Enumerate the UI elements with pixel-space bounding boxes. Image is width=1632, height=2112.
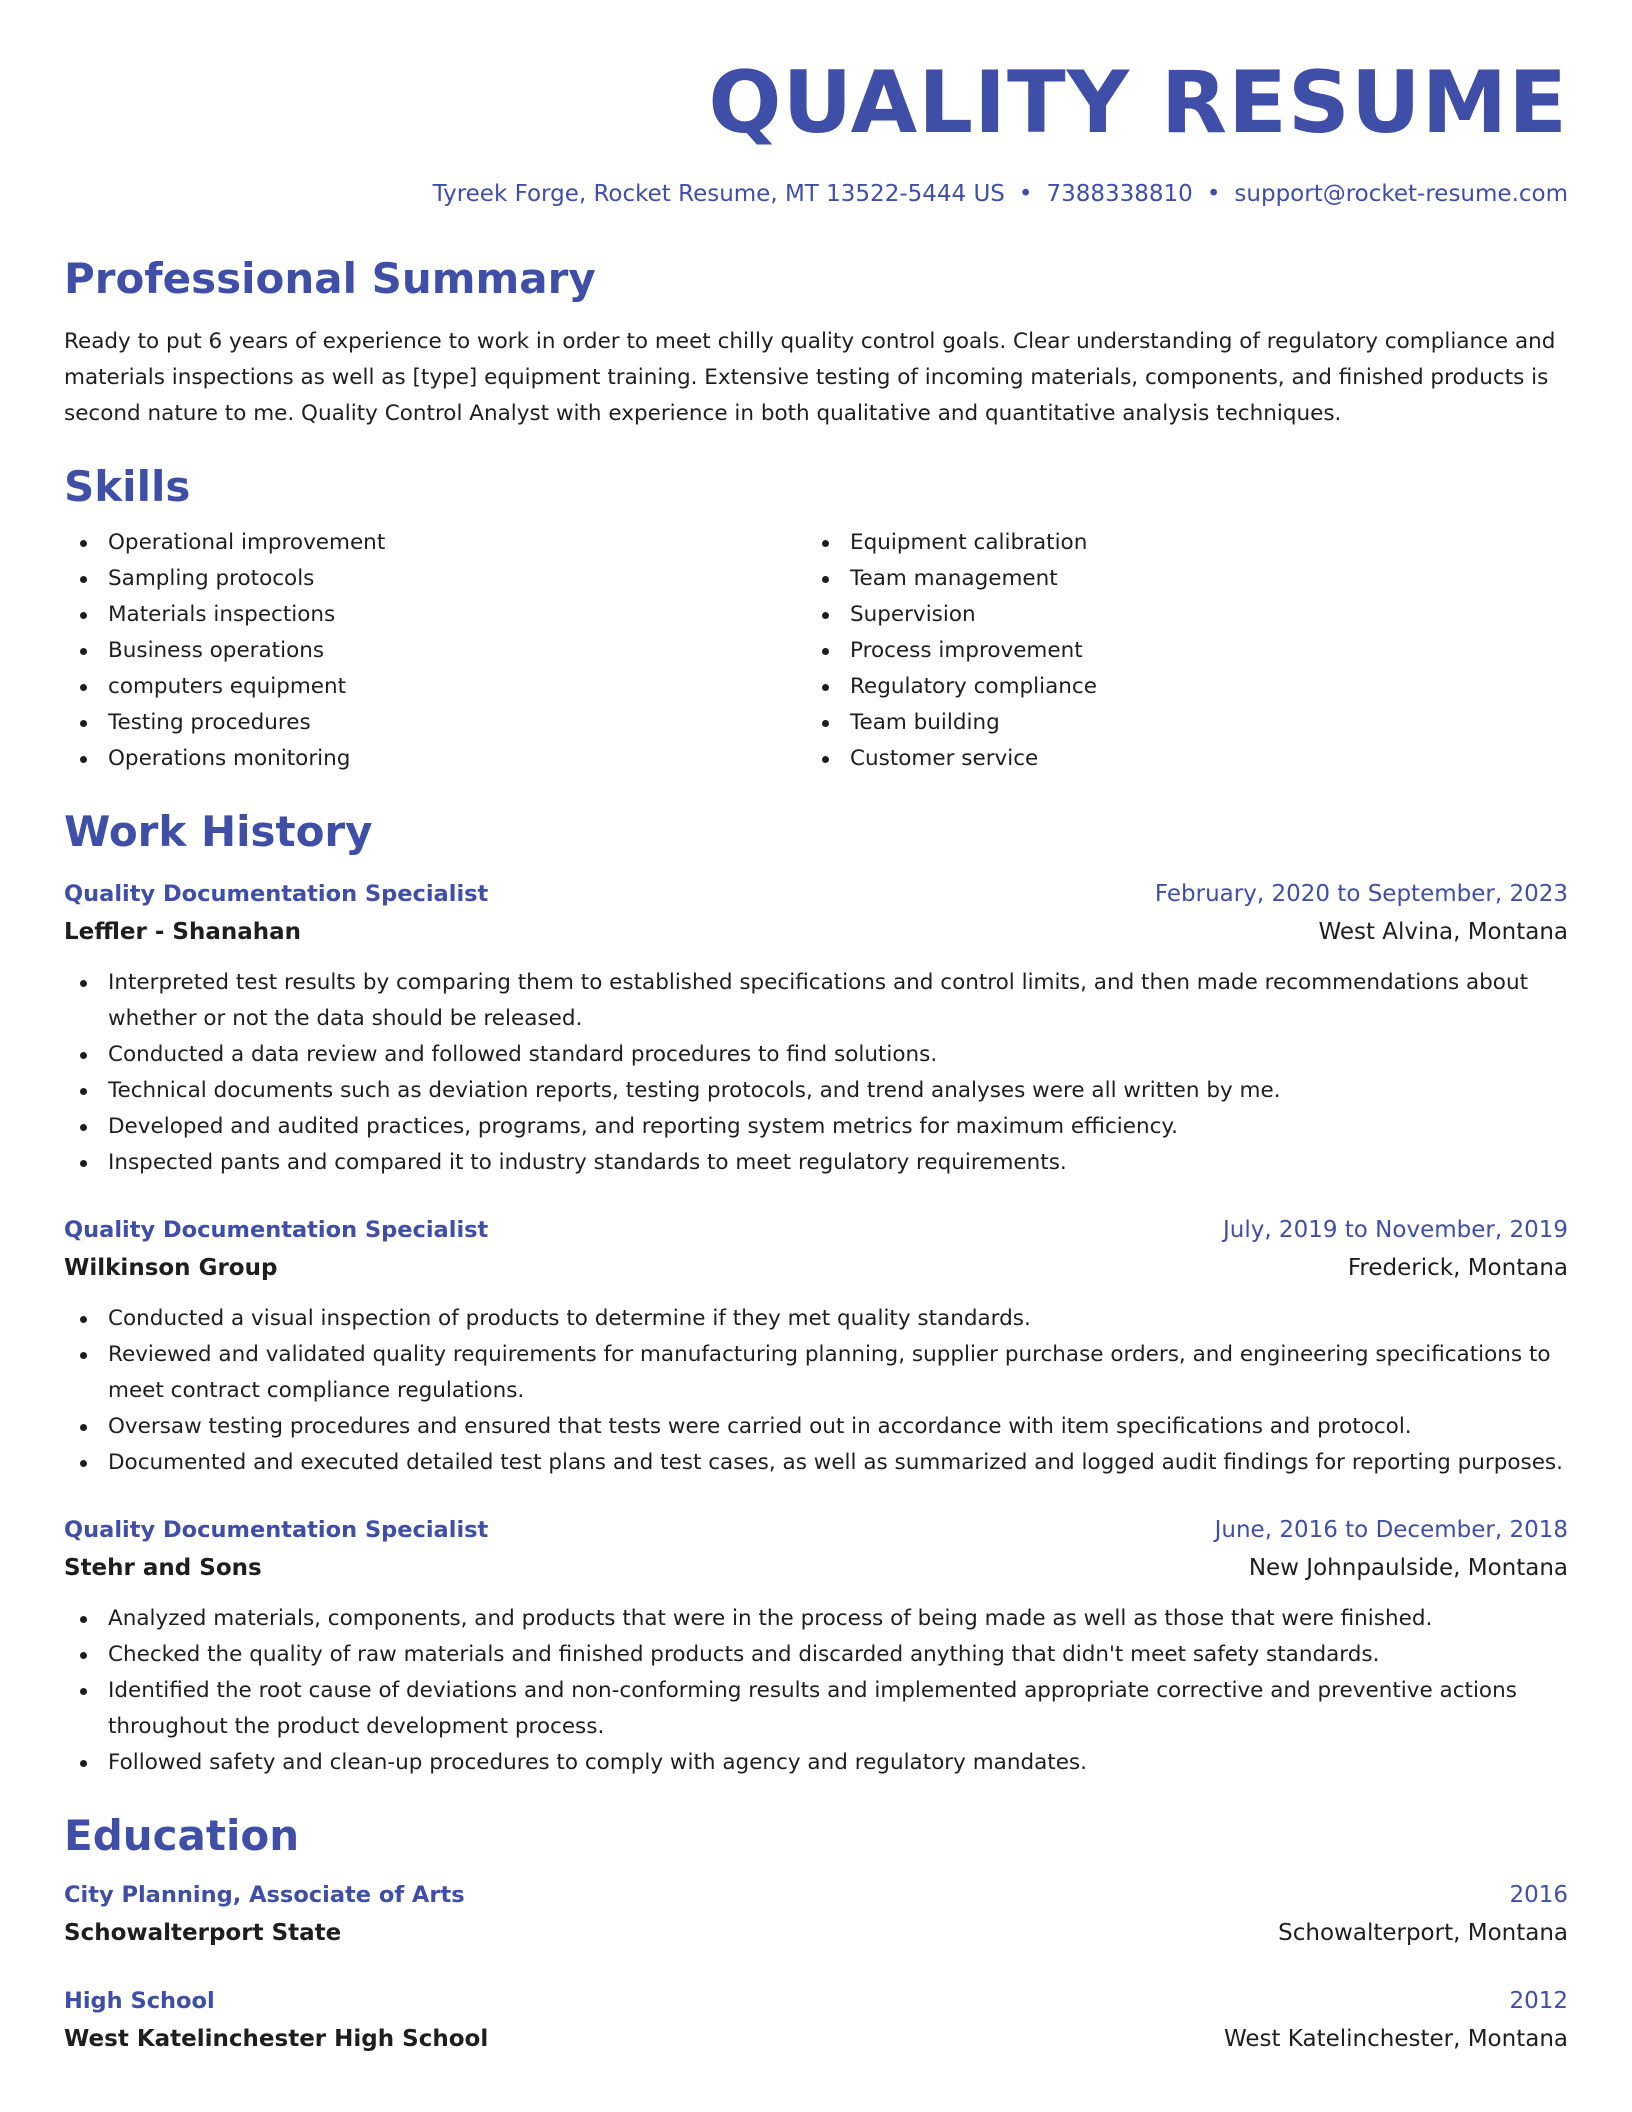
job-role: Quality Documentation Specialist (64, 1217, 489, 1244)
skill-item: Process improvement (806, 633, 1548, 669)
job-location: Frederick, Montana (1347, 1255, 1568, 1282)
work-history-heading: Work History (64, 806, 373, 856)
job-bullet: Technical documents such as deviation reports, testing protocols, and trend analyses were all written by me. (64, 1073, 1568, 1109)
education-year: 2012 (1509, 1987, 1568, 2014)
education-location: West Katelinchester, Montana (1223, 2025, 1568, 2052)
job-company: Leffler - Shanahan (64, 919, 302, 946)
job-bullet: Conducted a visual inspection of products to determine if they met quality standards. (64, 1301, 1568, 1337)
contact-separator: • (1018, 181, 1033, 207)
job-bullet: Followed safety and clean-up procedures to comply with agency and regulatory mandates. (64, 1745, 1568, 1781)
job-entry (64, 1211, 1568, 1481)
contact-separator: • (1206, 181, 1221, 207)
resume-name: QUALITY RESUME (708, 53, 1568, 153)
job-dates: June, 2016 to December, 2018 (1214, 1517, 1568, 1544)
education-degree: City Planning, Associate of Arts (64, 1881, 465, 1908)
job-company: Stehr and Sons (64, 1555, 262, 1582)
job-role: Quality Documentation Specialist (64, 881, 489, 908)
job-dates: July, 2019 to November, 2019 (1222, 1217, 1568, 1244)
job-entry (64, 1511, 1568, 1781)
skill-item: Equipment calibration (806, 525, 1548, 561)
skill-item: computers equipment (64, 669, 806, 705)
contact-line (64, 178, 1568, 210)
job-company-row (64, 1549, 1568, 1587)
resume-page (64, 0, 1568, 2058)
job-header-row (64, 875, 1568, 913)
education-school: West Katelinchester High School (64, 2025, 489, 2052)
job-company-row (64, 1249, 1568, 1287)
job-header-row (64, 1511, 1568, 1549)
skill-item: Supervision (806, 597, 1548, 633)
skills-list-right (806, 525, 1548, 777)
skills-list-left (64, 525, 806, 777)
summary-text: Ready to put 6 years of experience to work in order to meet chilly quality control goals. Clear understanding of regulatory compliance and materials inspections as well as [type] equipment training. Extensive testing of incoming materials, components, and finished products is second nature to me. Quality Control Analyst with experience in both qualitative and quantitative analysis techniques. (64, 329, 1556, 427)
skill-item: Team building (806, 705, 1548, 741)
education-school-row (64, 1914, 1568, 1952)
job-bullets (64, 965, 1568, 1181)
contact-address: Tyreek Forge, Rocket Resume, MT 13522-5444 US (432, 181, 1005, 207)
education-header-row (64, 1982, 1568, 2020)
education-school: Schowalterport State (64, 1919, 342, 1946)
job-bullet: Conducted a data review and followed standard procedures to find solutions. (64, 1037, 1568, 1073)
education-degree: High School (64, 1987, 215, 2014)
job-bullet: Documented and executed detailed test plans and test cases, as well as summarized and logged audit findings for reporting purposes. (64, 1445, 1568, 1481)
skill-item: Materials inspections (64, 597, 806, 633)
skill-item: Business operations (64, 633, 806, 669)
job-bullet: Analyzed materials, components, and products that were in the process of being made as well as those that were finished. (64, 1601, 1568, 1637)
job-bullet: Checked the quality of raw materials and finished products and discarded anything that didn't meet safety standards. (64, 1637, 1568, 1673)
education-year: 2016 (1509, 1881, 1568, 1908)
job-bullet: Inspected pants and compared it to industry standards to meet regulatory requirements. (64, 1145, 1568, 1181)
education-entry (64, 1876, 1568, 1952)
job-bullets (64, 1601, 1568, 1781)
job-company: Wilkinson Group (64, 1255, 278, 1282)
education-section (64, 1811, 1568, 2057)
education-school-row (64, 2020, 1568, 2058)
summary-section (64, 254, 1568, 432)
job-bullet: Identified the root cause of deviations and non-conforming results and implemented appropriate corrective and preventive actions throughout the product development process. (64, 1673, 1568, 1745)
contact-email: support@rocket-resume.com (1234, 181, 1568, 207)
summary-heading: Professional Summary (64, 254, 596, 303)
skill-item: Operations monitoring (64, 741, 806, 777)
job-location: West Alvina, Montana (1318, 919, 1568, 946)
job-bullet: Reviewed and validated quality requirements for manufacturing planning, supplier purchase orders, and engineering specifications to meet contract compliance regulations. (64, 1337, 1568, 1409)
skill-item: Team management (806, 561, 1548, 597)
skill-item: Operational improvement (64, 525, 806, 561)
education-heading: Education (64, 1811, 300, 1861)
skill-item: Testing procedures (64, 705, 806, 741)
skills-section (64, 462, 1568, 776)
skills-grid (64, 525, 1568, 777)
job-bullet: Interpreted test results by comparing them to established specifications and control limits, and then made recommendations about whether or not the data should be released. (64, 965, 1568, 1037)
job-dates: February, 2020 to September, 2023 (1154, 881, 1568, 908)
education-location: Schowalterport, Montana (1278, 1919, 1568, 1946)
skill-item: Customer service (806, 741, 1548, 777)
education-entry (64, 1982, 1568, 2058)
resume-header (64, 53, 1568, 210)
job-bullet: Oversaw testing procedures and ensured that tests were carried out in accordance with item specifications and protocol. (64, 1409, 1568, 1445)
job-company-row (64, 913, 1568, 951)
job-bullets (64, 1301, 1568, 1481)
skill-item: Sampling protocols (64, 561, 806, 597)
work-history-section (64, 807, 1568, 1781)
skill-item: Regulatory compliance (806, 669, 1548, 705)
job-entry (64, 875, 1568, 1181)
contact-phone: 7388338810 (1046, 181, 1193, 207)
job-role: Quality Documentation Specialist (64, 1517, 489, 1544)
job-bullet: Developed and audited practices, programs, and reporting system metrics for maximum efficiency. (64, 1109, 1568, 1145)
job-header-row (64, 1211, 1568, 1249)
education-header-row (64, 1876, 1568, 1914)
skills-heading: Skills (64, 462, 191, 512)
job-location: New Johnpaulside, Montana (1248, 1555, 1568, 1582)
